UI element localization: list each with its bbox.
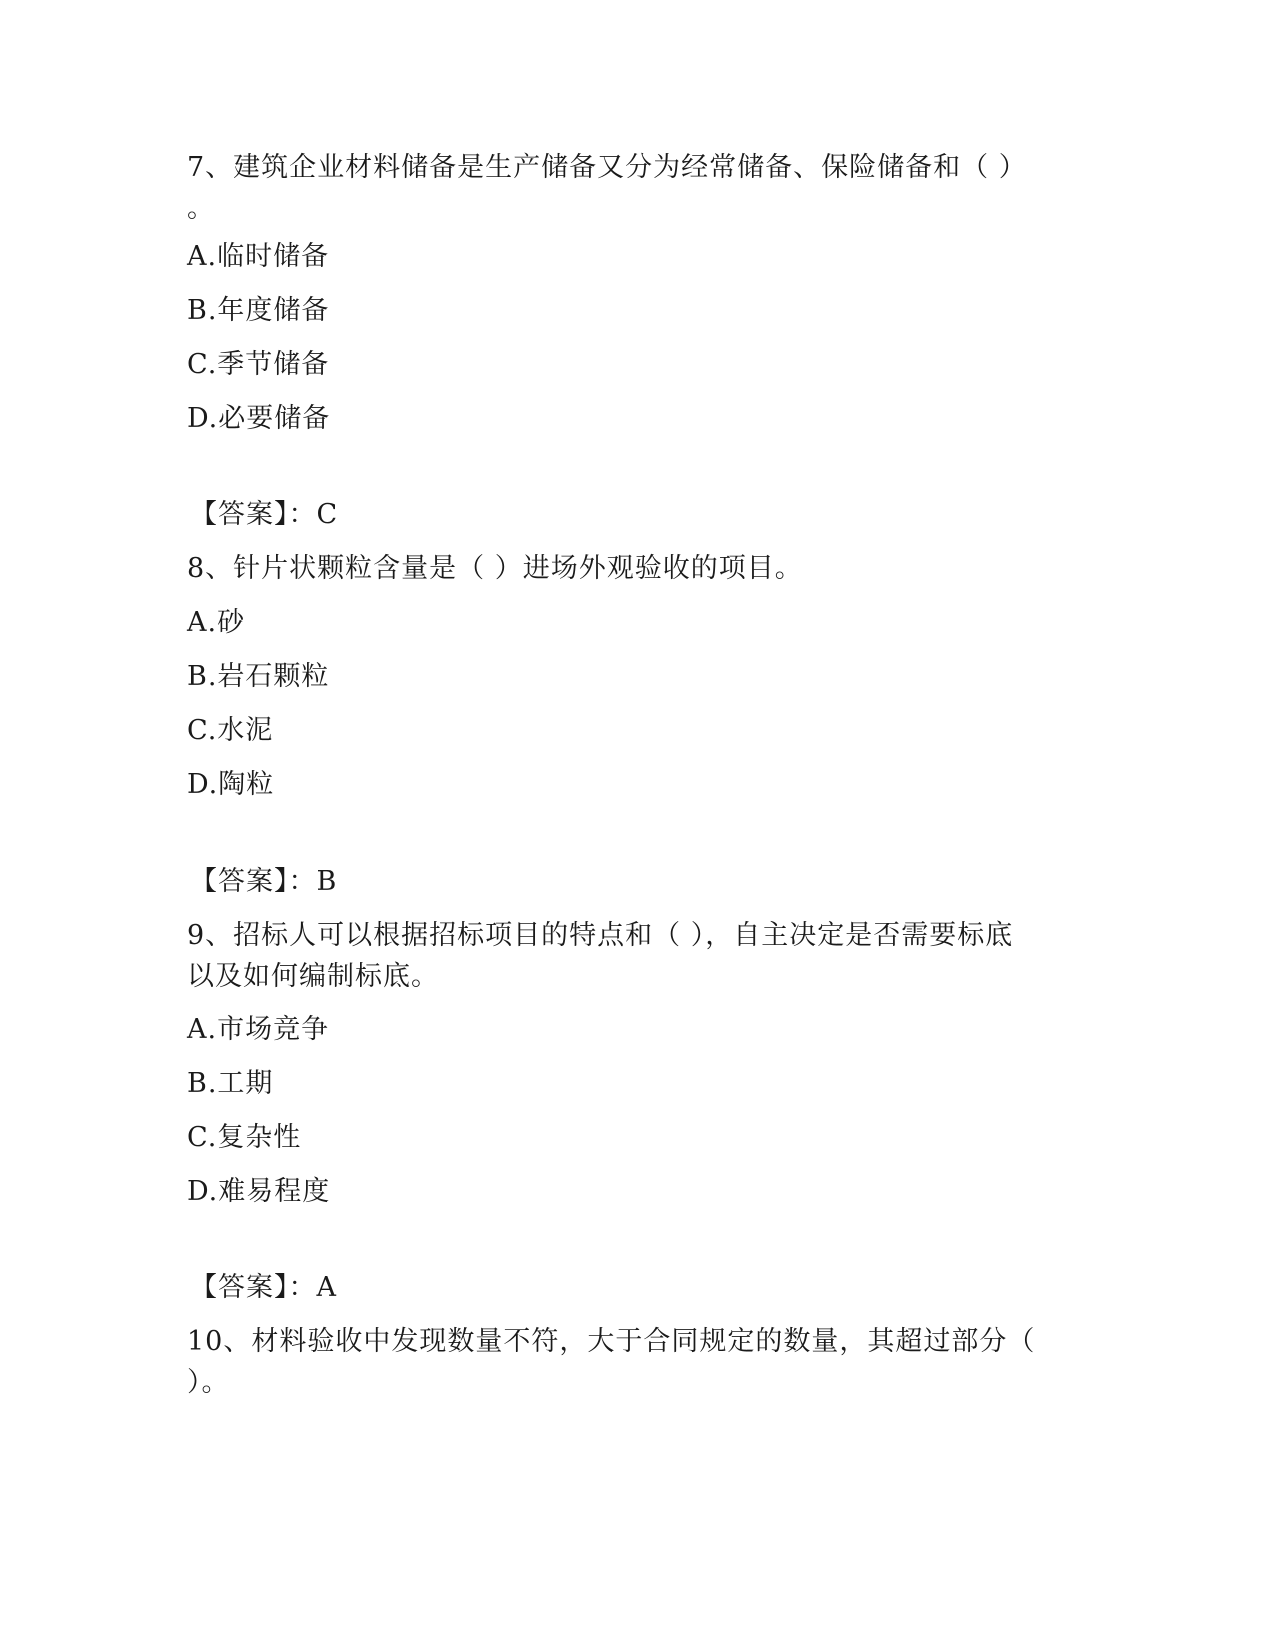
question-8-option-c: C.水泥 bbox=[187, 715, 274, 746]
question-7-option-d: D.必要储备 bbox=[187, 403, 331, 434]
question-9-option-b: B.工期 bbox=[187, 1068, 274, 1099]
question-9-option-c: C.复杂性 bbox=[187, 1122, 302, 1153]
question-9-stem-line-2: 以及如何编制标底。 bbox=[187, 961, 439, 992]
question-7-option-a: A.临时储备 bbox=[187, 241, 330, 272]
question-10-stem-line-1: 10、材料验收中发现数量不符，大于合同规定的数量，其超过部分（ bbox=[187, 1326, 1036, 1357]
question-7-stem-line-1: 7、建筑企业材料储备是生产储备又分为经常储备、保险储备和（ ） bbox=[187, 152, 1027, 183]
question-9-stem-line-1: 9、招标人可以根据招标项目的特点和（ ），自主决定是否需要标底 bbox=[187, 920, 1014, 951]
question-8-stem-line-1: 8、针片状颗粒含量是（ ）进场外观验收的项目。 bbox=[187, 553, 803, 584]
question-7-answer: 【答案】：C bbox=[190, 499, 339, 530]
question-9-answer: 【答案】：A bbox=[190, 1272, 337, 1303]
question-9-option-a: A.市场竞争 bbox=[187, 1014, 330, 1045]
question-8-answer: 【答案】：B bbox=[190, 866, 338, 897]
question-7-stem-line-2: 。 bbox=[187, 193, 215, 224]
question-8-option-b: B.岩石颗粒 bbox=[187, 661, 330, 692]
question-9-option-d: D.难易程度 bbox=[187, 1176, 331, 1207]
question-8-option-d: D.陶粒 bbox=[187, 769, 275, 800]
question-8-option-a: A.砂 bbox=[187, 607, 246, 638]
question-7-option-c: C.季节储备 bbox=[187, 349, 330, 380]
question-10-stem-line-2: ）。 bbox=[187, 1367, 230, 1398]
question-7-option-b: B.年度储备 bbox=[187, 295, 330, 326]
